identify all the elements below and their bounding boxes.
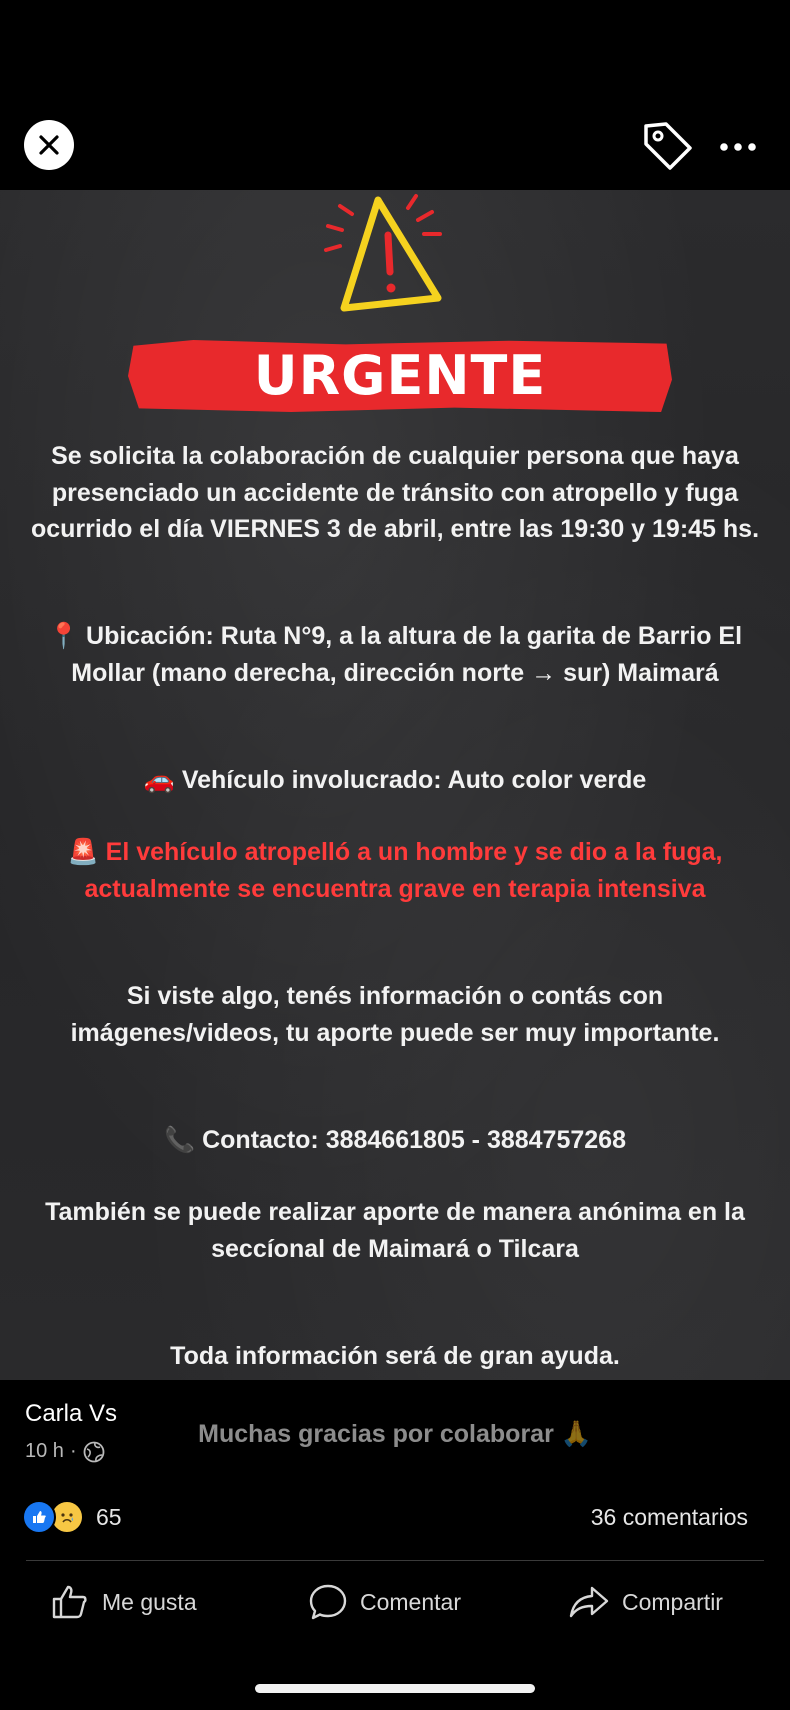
post-author[interactable]: Carla Vs (25, 1400, 118, 1427)
more-options-icon (716, 132, 760, 162)
warning-triangle-icon (320, 190, 460, 320)
share-icon (568, 1582, 610, 1622)
location-label: Ubicación: Ruta N°9, a la altura de la garita de Barrio El Mollar (mano derecha, dirección norte → sur) Maimará (71, 622, 743, 687)
pin-icon: 📍 (47, 622, 80, 650)
vehicle-label: Vehículo involucrado: Auto color verde (181, 766, 647, 794)
post-image[interactable] (0, 190, 790, 1380)
like-reaction-icon (22, 1500, 56, 1534)
closing-text-1: Toda información será de gran ayuda. (170, 1342, 620, 1370)
intro-text: Se solicita la colaboración de cualquier persona que haya presenciado un accidente de tránsito con atropello y fuga ocurrido el día VIERNES 3 de abril, entre las 19:30 y 19:45 hs. (30, 442, 760, 543)
comments-count[interactable]: 36 comentarios (590, 1504, 748, 1530)
meta-separator: · (69, 1440, 77, 1462)
siren-icon: 🚨 (67, 838, 99, 866)
closing-text-2: Muchas gracias por colaborar 🙏 (198, 1420, 592, 1448)
call-to-action-text: Si viste algo, tenés información o contás con imágenes/videos, tu aporte puede ser muy importante. (70, 982, 720, 1047)
reactions-summary[interactable] (22, 1500, 122, 1534)
phone-icon: 📞 (164, 1126, 196, 1154)
vehicle-text (30, 762, 760, 799)
comment-icon (308, 1582, 348, 1622)
post-time[interactable]: 10 h (25, 1440, 64, 1462)
tag-icon (640, 118, 696, 174)
car-icon: 🚗 (143, 766, 175, 794)
viewer-topbar (0, 110, 790, 190)
more-options-button[interactable] (716, 132, 760, 162)
like-button[interactable] (50, 1582, 197, 1622)
tag-button[interactable] (640, 118, 696, 174)
urgent-label: URGENTE (253, 344, 547, 407)
contact-text (30, 1122, 760, 1159)
alert-label: El vehículo atropelló a un hombre y se dio a la fuga, actualmente se encuentra grave en terapia intensiva (84, 838, 723, 903)
alert-text (30, 834, 760, 907)
share-label: Compartir (622, 1588, 723, 1615)
close-button[interactable] (24, 120, 74, 170)
reaction-count: 65 (96, 1503, 122, 1530)
divider (26, 1560, 764, 1561)
thumbs-up-icon (50, 1582, 90, 1622)
close-icon (37, 133, 61, 157)
contact-label: Contacto: 3884661805 - 3884757268 (202, 1126, 626, 1154)
like-label: Me gusta (102, 1588, 197, 1615)
comment-label: Comentar (360, 1588, 461, 1615)
share-button[interactable] (568, 1582, 723, 1622)
anonymous-text: También se puede realizar aporte de manera anónima en la seccíonal de Maimará o Tilcara (45, 1198, 745, 1263)
comment-button[interactable] (308, 1582, 461, 1622)
home-indicator[interactable] (255, 1684, 535, 1693)
location-text (30, 618, 760, 691)
